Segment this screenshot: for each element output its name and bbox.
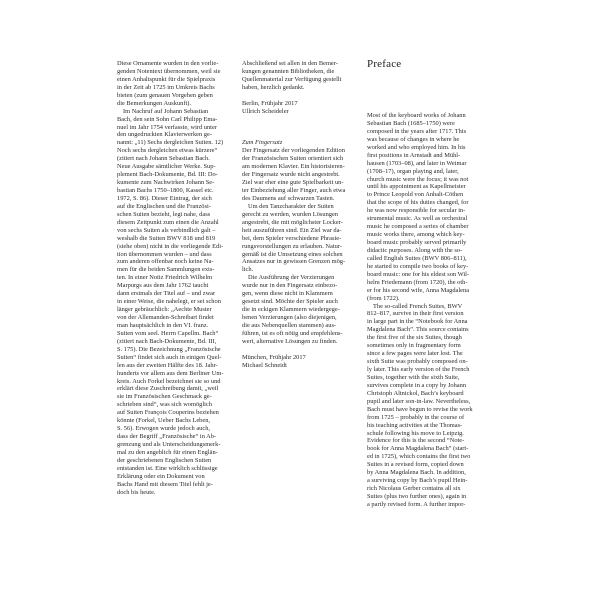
text-line: von sechs Suiten als verbindlich galt – xyxy=(117,226,216,234)
text-line: Der Fingersatz der vorliegenden Edition xyxy=(242,147,345,155)
text-line: gen, wenn diese nicht in Klammern xyxy=(242,290,333,298)
text-line: a partly revised form. A further impor- xyxy=(367,500,466,508)
text-line: grenzung und als Unterscheidungsmerk- xyxy=(117,441,221,448)
text-line: a surviving copy by Bach’s pupil Hein- xyxy=(367,477,468,485)
text-line: ed in 1725), which contains the first two xyxy=(367,453,471,461)
text-line: des Daumens auf schwarzen Tasten. xyxy=(242,194,335,202)
text-line: board music probably served primarily xyxy=(367,239,467,246)
text-line: angestrebt, die mit möglichster Locker- xyxy=(242,218,343,226)
signature-place-date-1: Berlin, Frühjahr 2017 xyxy=(242,99,298,107)
text-line: in der Zeit ab 1725 im Umkreis Bachs xyxy=(117,83,215,91)
text-line: (zitiert nach Bach-Dokumente, Bd. III, xyxy=(117,337,217,345)
text-line: Im Nachruf auf Johann Sebastian xyxy=(123,107,209,115)
text-line: ten. In einer Notiz Friedrich Wilhelm xyxy=(117,274,213,282)
text-line: by Anna Magdalena Bach. In addition, xyxy=(367,469,466,477)
text-line: bieten (zum genauen Vorgehen geben xyxy=(117,91,213,99)
signature-place-date-2: München, Frühjahr 2017 xyxy=(242,353,306,361)
text-line: am modernen Klavier. Ein historisieren- xyxy=(242,163,345,171)
column-german-continued xyxy=(117,60,229,497)
text-line: man hauptsächlich in den VI. franz. xyxy=(117,321,209,329)
text-line: he started to compile two books of key- xyxy=(367,262,469,270)
text-line: Bachs Hand mit diesem Titel fehlt je- xyxy=(117,480,213,488)
text-line: die aus Nebenquellen stammen) aus- xyxy=(242,321,337,329)
fingering-paragraphs xyxy=(242,147,354,345)
text-line: men für die beiden Sammlungen exis- xyxy=(117,266,215,274)
text-line: len aus der zweiten Hälfte des 18. Jahr- xyxy=(117,361,218,369)
text-line: music works there, among which key- xyxy=(367,231,465,239)
text-line: didactic purposes. Along with the so- xyxy=(367,246,463,254)
text-line: book for Anna Magdalena Bach” (start- xyxy=(367,445,469,453)
text-line: plement Bach-Dokumente, Bd. III: Do- xyxy=(117,171,218,179)
text-line: auf die Englischen und die Französi- xyxy=(117,202,211,210)
text-line: church music were the focus; it was not xyxy=(367,175,469,183)
text-line: länger gebräuchlich: „Aechte Muster xyxy=(117,306,212,314)
text-line: mal zu den angeblich für einen Englän- xyxy=(117,448,218,456)
text-line: schen Suiten bezieht, legt nahe, dass xyxy=(117,210,211,218)
text-line: diesem Zeitpunkt zum einen die Anzahl xyxy=(117,218,219,226)
text-line: könnte (Forkel, Ueber Bachs Leben, xyxy=(117,417,210,425)
text-line: lich. xyxy=(242,266,254,274)
text-line: 1972, S. 86). Dieser Eintrag, der sich xyxy=(117,194,212,202)
text-line: schule following his move to Leipzig. xyxy=(367,429,464,437)
text-line: tion übernommen wurden – und dass xyxy=(117,250,212,258)
text-line: S. 175). Die Bezeichnung „Französische xyxy=(117,345,221,353)
text-line: (siehe oben) nicht in die vorliegende Edi- xyxy=(117,242,224,250)
text-line: den ungedruckten Klavierwerken ge- xyxy=(117,131,212,139)
text-line: sixth Suite was probably composed on- xyxy=(367,358,468,366)
text-line: that the scope of his duties changed, for xyxy=(367,199,469,207)
text-line: Erklärung oder ein Dokument von xyxy=(117,472,205,480)
text-line: von der Allemanden-Schreibart findet xyxy=(117,314,214,321)
text-line: Suites, together with the sixth Suite, xyxy=(367,373,460,381)
text-line: dann erstmals der Titel auf – und zwar xyxy=(117,290,216,298)
text-line: die in eckigen Klammern wiedergege- xyxy=(242,306,340,314)
text-line: since a few pages were later lost. The xyxy=(367,350,463,358)
text-line: kumente zum Nachwirken Johann Se- xyxy=(117,179,215,187)
text-line: doch bis heute. xyxy=(117,488,156,496)
text-line: nuel im Jahr 1754 verfasste, wird unter xyxy=(117,123,217,131)
text-line: Evidence for this is the second “Note- xyxy=(367,437,465,445)
text-line: die Bemerkungen Auskunft). xyxy=(117,99,192,107)
text-line: his teaching activities at the Thomas- xyxy=(367,421,463,429)
text-line: heit auszuführen sind. Ein Ziel war da- xyxy=(242,226,342,234)
text-line: he was now responsible for secular in- xyxy=(367,207,466,215)
text-line: to Prince Leopold von Anhalt-Cöthen xyxy=(367,191,464,199)
text-line: wert, alternative Lösungen zu finden. xyxy=(242,337,338,345)
text-line: der Fingersatz wurde nicht angestrebt. xyxy=(242,171,340,179)
text-line: sometimes only in fragmentary form xyxy=(367,342,461,350)
preface-body xyxy=(367,112,479,509)
text-line: kungen genannten Bibliotheken, die xyxy=(242,67,335,75)
text-line: Bach must have begun to revise the work xyxy=(367,405,473,413)
text-line: Suiten“ findet sich auch in einigen Quel- xyxy=(117,353,222,361)
text-line: Quellenmaterial zur Verfügung gestellt xyxy=(242,75,342,83)
text-line: The so-called French Suites, BWV xyxy=(373,302,463,310)
text-line: entstanden ist. Eine wirklich schlüssige xyxy=(117,464,218,472)
text-line: genden Notentext übernommen, weil sie xyxy=(117,67,221,75)
text-line: schrieben sind“, was sich womöglich xyxy=(117,401,212,409)
text-line: hunderts vor allem aus dem Berliner Um- xyxy=(117,369,224,377)
text-line: Most of the keyboard works of Johann xyxy=(367,112,466,119)
text-line: in einer Weise, die nahelegt, er sei schon xyxy=(117,298,221,306)
text-line: survives complete in a copy by Johann xyxy=(367,381,467,389)
text-line: gesetzt sind. Möchte der Spieler auch xyxy=(242,298,338,306)
text-line: helm Friedemann (from 1720), the oth- xyxy=(367,278,468,286)
text-line: ly later. This early version of the French xyxy=(367,366,470,373)
text-line: Christoph Altnickol, Bach’s keyboard xyxy=(367,389,464,397)
text-line: führen, ist es oft nötig und empfehlens- xyxy=(242,329,343,337)
text-line: er for his second wife, Anna Magdalena xyxy=(367,286,470,294)
text-line: Magdalena Bach”. This source contains xyxy=(367,326,469,334)
text-line: nannt: „11) Sechs dergleichen Suiten. 12) xyxy=(117,139,224,147)
text-line: first positions in Arnstadt and Mühl- xyxy=(367,151,461,159)
text-line: Neue Ausgabe sämtlicher Werke. Sup- xyxy=(117,163,216,171)
text-line: Bach, den sein Sohn Carl Philipp Ema- xyxy=(117,115,218,123)
text-line: Marpurgs aus dem Jahr 1762 taucht xyxy=(117,282,209,290)
text-line: gemäß ist die Umsetzung eines solchen xyxy=(242,250,343,258)
text-line: in large part in the “Notebook for Anna xyxy=(367,318,468,326)
column-english-preface xyxy=(367,60,479,509)
signature-name-1: Ullrich Scheideler xyxy=(242,107,289,115)
text-line: S. 56). Erwogen wurde jedoch auch, xyxy=(117,425,210,433)
text-line: Noch sechs dergleichen etwas kürzere“ xyxy=(117,147,218,155)
text-line: hausen (1703–08), and later in Weimar xyxy=(367,159,467,167)
text-line: bastian Bachs 1750–1800, Kassel etc. xyxy=(117,187,214,194)
text-line: Suiten vom seel. Herrn Capellm. Bach“ xyxy=(117,329,219,337)
signature-name-2: Michael Schneidt xyxy=(242,361,287,369)
text-line: der geschriebenen Englischen Suiten xyxy=(117,456,212,464)
text-line: kreis. Auch Forkel bezeichnet sie so und xyxy=(117,377,221,385)
text-line: (zitiert nach Johann Sebastian Bach. xyxy=(117,155,210,163)
text-line: from 1725 – probably in the course of xyxy=(367,413,465,421)
column-german-closing xyxy=(242,60,354,370)
text-line: gerecht zu werden, wurden Lösungen xyxy=(242,210,338,218)
text-line: der Französischen Suiten orientiert sich xyxy=(242,155,344,163)
text-line: Suites (plus two further ones), again in xyxy=(367,493,467,500)
text-line: auf Suiten François Couperins beziehen xyxy=(117,409,219,417)
text-line: Die Ausführung der Verzierungen xyxy=(248,274,335,282)
text-line: Um den Tanzcharakter der Suiten xyxy=(248,202,334,210)
fingering-heading: Zum Fingersatz xyxy=(242,139,283,147)
text-line: rich Nicolaus Gerber contains all six xyxy=(367,485,461,493)
text-line: rungsvorstellungen zu erlauben. Natur- xyxy=(242,242,342,250)
text-line: Diese Ornamente wurden in den vorlie- xyxy=(117,60,219,67)
text-line: haben, herzlich gedankt. xyxy=(242,83,305,91)
text-line: pupil and later son-in-law. Nevertheless, xyxy=(367,397,471,405)
text-line: Ansatzes nur in gewissen Grenzen mög- xyxy=(242,258,346,266)
text-line: called English Suites (BWV 806–811), xyxy=(367,254,467,262)
text-line: board music: one for his eldest son Wil- xyxy=(367,270,470,278)
text-line: music he composed a series of chamber xyxy=(367,223,469,231)
text-line: benen Verzierungen (also diejenigen, xyxy=(242,314,337,321)
text-line: until his appointment as Kapellmeister xyxy=(367,183,466,191)
text-line: weshalb die Suiten BWV 818 und 819 xyxy=(117,234,216,242)
text-line: (from 1722). xyxy=(367,294,400,302)
text-line: Ziel war eher eine gute Spielbarkeit un- xyxy=(242,179,344,187)
text-line: Sebastian Bach (1685–1750) were xyxy=(367,119,455,127)
text-line: (1708–17), organ playing and, later, xyxy=(367,167,459,175)
text-line: zum anderen offenbar noch keine Na- xyxy=(117,258,214,266)
text-line: sie im Französischen Geschmack ge- xyxy=(117,393,212,401)
text-line: was because of changes in where he xyxy=(367,135,460,143)
page-title: Preface xyxy=(367,58,402,70)
text-line: bei, dem Spieler verschiedene Phrasie- xyxy=(242,234,342,242)
acknowledgement-paragraph xyxy=(242,60,354,92)
text-line: einen Anhaltspunkt für die Spielpraxis xyxy=(117,75,216,83)
text-line: strumental music. As well as orchestral xyxy=(367,215,468,223)
text-line: wurde nur in den Fingersatz einbezo- xyxy=(242,282,338,290)
text-line: dass der Begriff „Französische“ in Ab- xyxy=(117,433,217,441)
text-line: Suites in a revised form, copied down xyxy=(367,461,464,469)
text-line: the first five of the six Suites, though xyxy=(367,334,462,342)
text-line: Abschließend sei allen in den Bemer- xyxy=(242,60,338,67)
text-line: ter Einbeziehung aller Finger, auch etwa xyxy=(242,187,346,194)
text-line: 812–817, survive in their first version xyxy=(367,310,464,318)
text-line: composed in the years after 1717. This xyxy=(367,127,467,135)
text-line: worked and who employed him. In his xyxy=(367,143,466,151)
text-line: erklärt diese Zuschreibung damit, „weil xyxy=(117,385,219,393)
